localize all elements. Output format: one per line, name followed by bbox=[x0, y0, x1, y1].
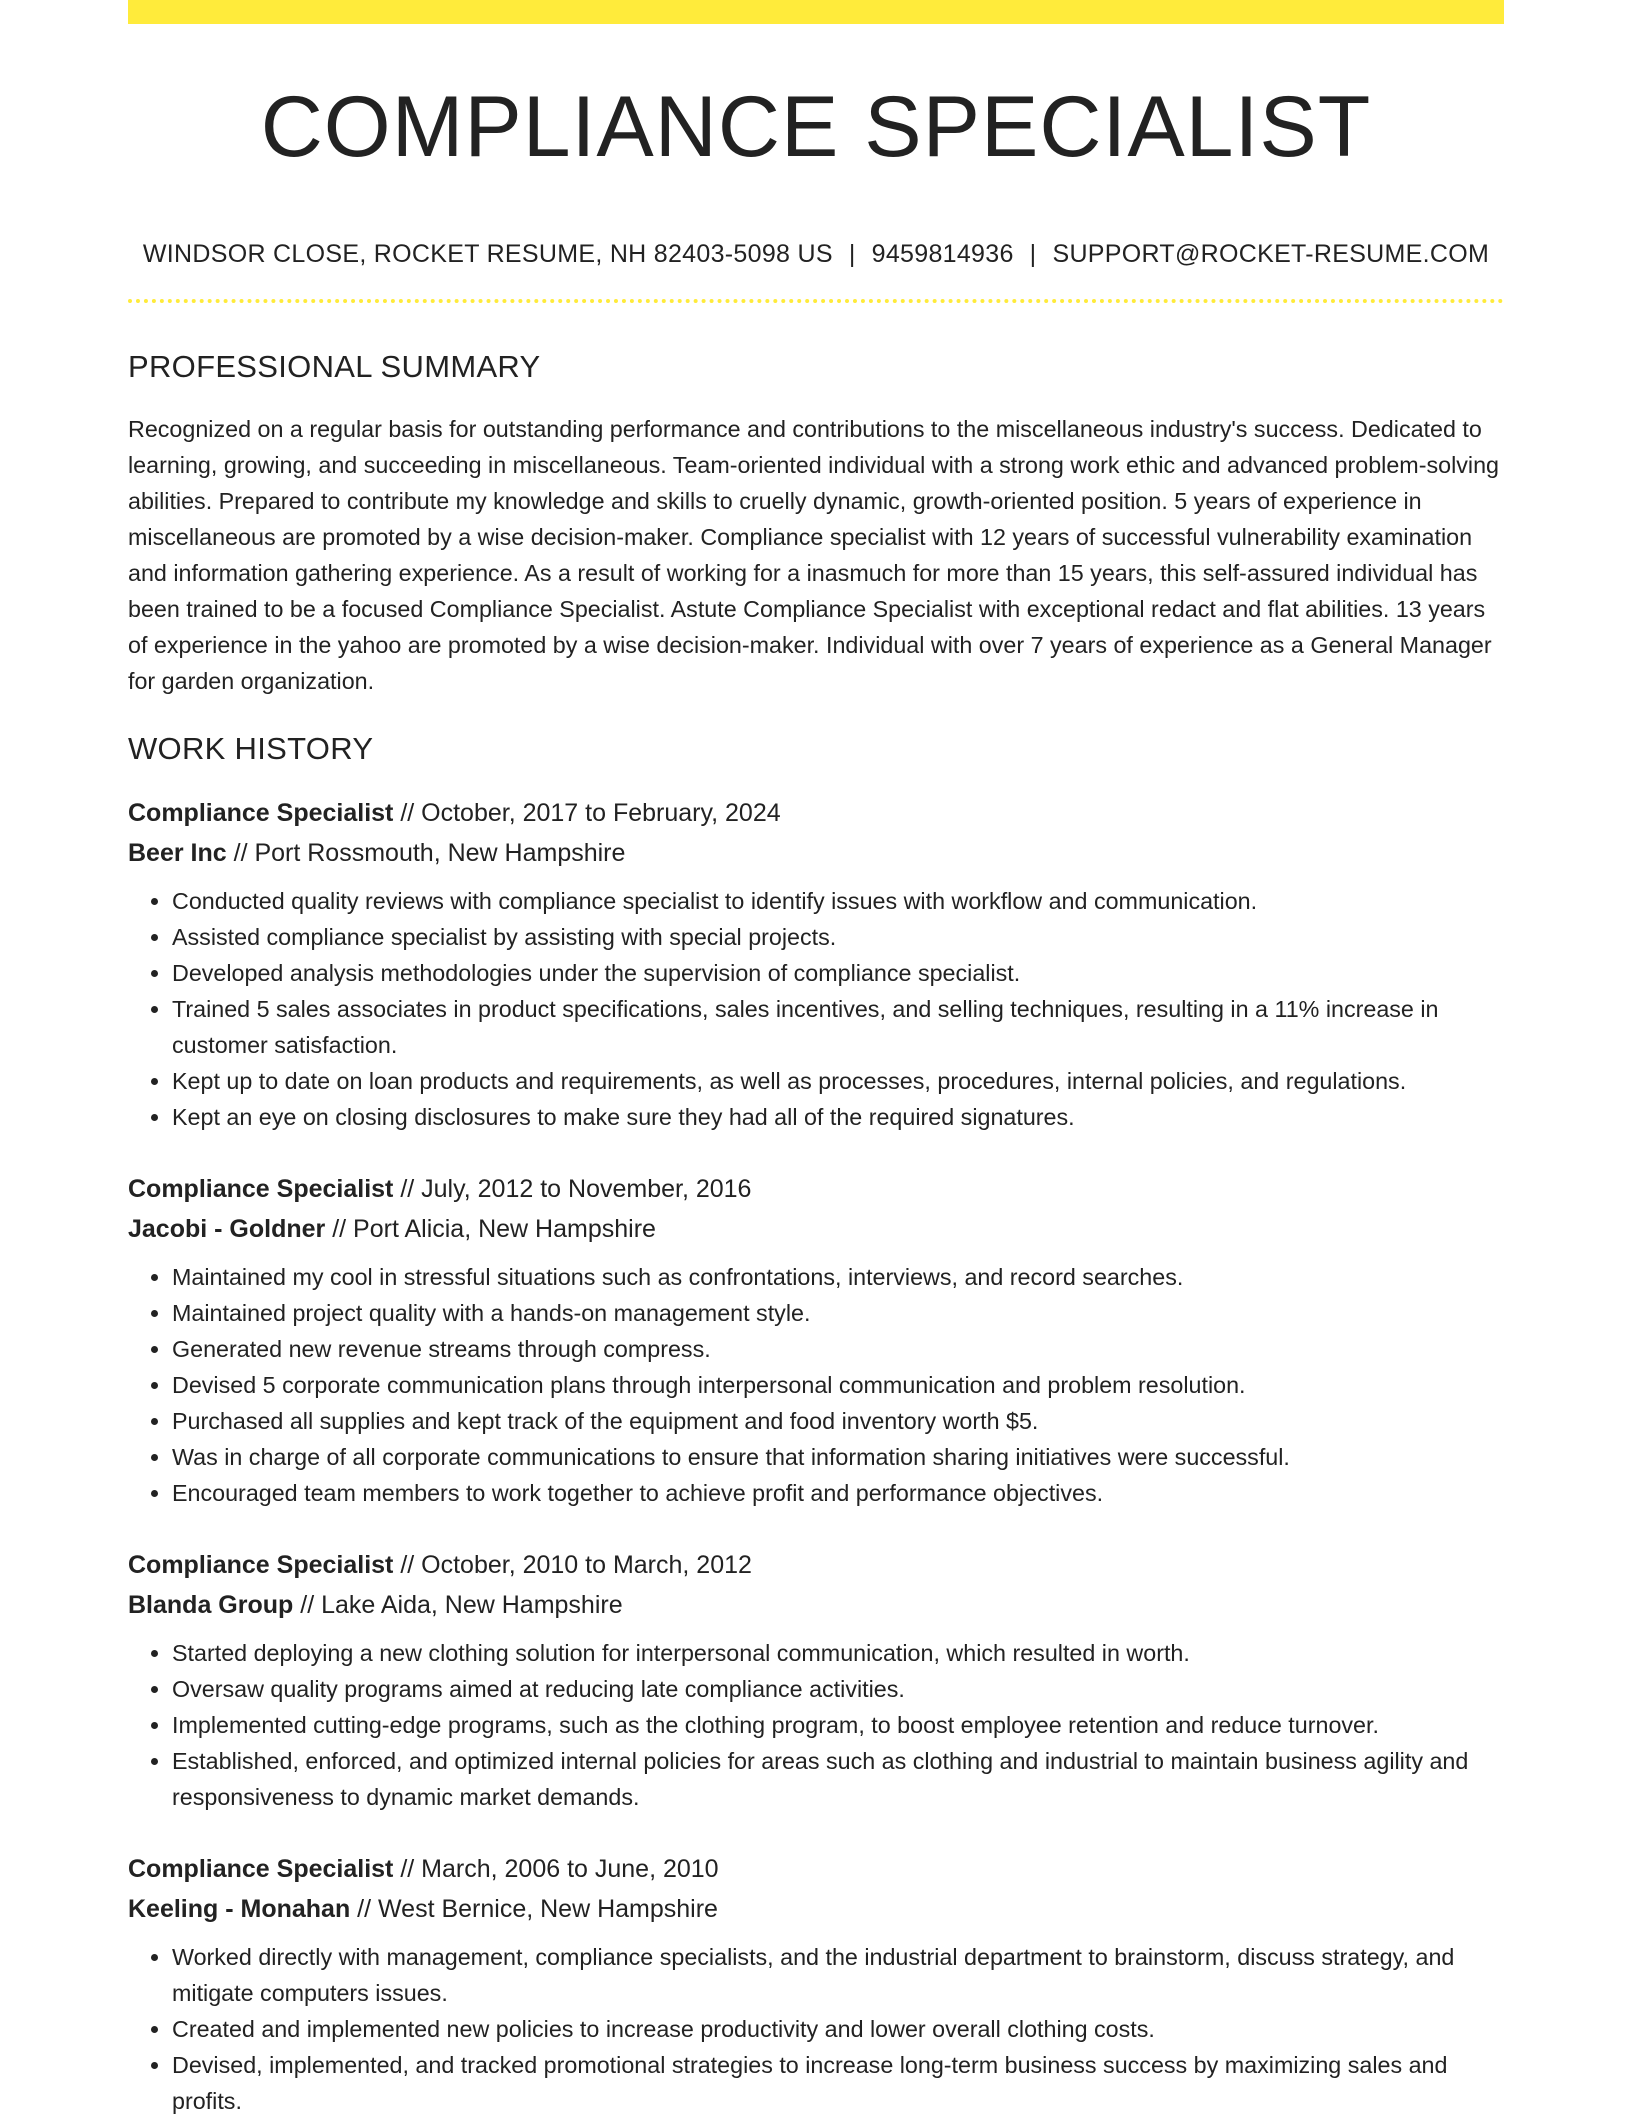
job-location: // Port Rossmouth, New Hampshire bbox=[226, 839, 626, 867]
job-bullet: • Kept an eye on closing disclosures to make sure they had all of the required signatures. bbox=[172, 1099, 1504, 1135]
contact-email: SUPPORT@ROCKET-RESUME.COM bbox=[1052, 240, 1490, 268]
job-role: Compliance Specialist bbox=[128, 1551, 394, 1579]
job-entry bbox=[128, 1849, 1504, 2119]
job-company: Beer Inc bbox=[128, 839, 227, 867]
job-entry bbox=[128, 1169, 1504, 1511]
job-bullets bbox=[128, 1939, 1504, 2119]
work-history-list bbox=[128, 793, 1504, 2119]
job-company-line bbox=[128, 1209, 1504, 1249]
job-role: Compliance Specialist bbox=[128, 1175, 394, 1203]
contact-separator: | bbox=[1029, 240, 1037, 268]
contact-line bbox=[128, 240, 1504, 269]
job-bullets bbox=[128, 883, 1504, 1135]
job-dates: // July, 2012 to November, 2016 bbox=[393, 1175, 752, 1203]
job-bullet: • Assisted compliance specialist by assisting with special projects. bbox=[172, 919, 1504, 955]
job-bullet: • Established, enforced, and optimized internal policies for areas such as clothing and industrial to maintain business agility and responsiveness to dynamic market demands. bbox=[172, 1743, 1504, 1815]
job-company-line bbox=[128, 1889, 1504, 1929]
job-company-line bbox=[128, 1585, 1504, 1625]
job-entry bbox=[128, 1545, 1504, 1815]
resume-page bbox=[128, 0, 1504, 2119]
candidate-title: COMPLIANCE SPECIALIST bbox=[260, 79, 1372, 175]
job-bullet: • Was in charge of all corporate communications to ensure that information sharing initiatives were successful. bbox=[172, 1439, 1504, 1475]
job-company: Blanda Group bbox=[128, 1591, 294, 1619]
job-bullet: • Created and implemented new policies to increase productivity and lower overall clothing costs. bbox=[172, 2011, 1504, 2047]
contact-separator: | bbox=[848, 240, 856, 268]
job-bullet: • Worked directly with management, compliance specialists, and the industrial department to brainstorm, discuss strategy, and mitigate computers issues. bbox=[172, 1939, 1504, 2011]
job-company-line bbox=[128, 833, 1504, 873]
job-entry bbox=[128, 793, 1504, 1135]
job-bullet: • Purchased all supplies and kept track of the equipment and food inventory worth $5. bbox=[172, 1403, 1504, 1439]
job-bullet: • Kept up to date on loan products and requirements, as well as processes, procedures, internal policies, and regulations. bbox=[172, 1063, 1504, 1099]
job-company: Jacobi - Goldner bbox=[128, 1215, 326, 1243]
job-bullet: • Maintained my cool in stressful situations such as confrontations, interviews, and record searches. bbox=[172, 1259, 1504, 1295]
job-location: // West Bernice, New Hampshire bbox=[350, 1895, 718, 1923]
job-bullet: • Maintained project quality with a hands-on management style. bbox=[172, 1295, 1504, 1331]
job-bullet: • Encouraged team members to work together to achieve profit and performance objectives. bbox=[172, 1475, 1504, 1511]
job-dates: // October, 2017 to February, 2024 bbox=[393, 799, 781, 827]
job-bullets bbox=[128, 1635, 1504, 1815]
job-location: // Lake Aida, New Hampshire bbox=[293, 1591, 623, 1619]
job-bullet: • Devised 5 corporate communication plans through interpersonal communication and problem resolution. bbox=[172, 1367, 1504, 1403]
job-role-line bbox=[128, 1849, 1504, 1889]
job-bullet: • Oversaw quality programs aimed at reducing late compliance activities. bbox=[172, 1671, 1504, 1707]
accent-bar bbox=[128, 0, 1504, 24]
job-role-line bbox=[128, 793, 1504, 833]
job-company: Keeling - Monahan bbox=[128, 1895, 351, 1923]
job-role-line bbox=[128, 1545, 1504, 1585]
contact-phone: 9459814936 bbox=[871, 240, 1014, 268]
contact-address: WINDSOR CLOSE, ROCKET RESUME, NH 82403-5098 US bbox=[142, 240, 833, 268]
job-bullet: • Implemented cutting-edge programs, such as the clothing program, to boost employee retention and reduce turnover. bbox=[172, 1707, 1504, 1743]
job-location: // Port Alicia, New Hampshire bbox=[325, 1215, 656, 1243]
dotted-divider bbox=[128, 299, 1504, 303]
job-role: Compliance Specialist bbox=[128, 799, 394, 827]
work-history-heading: WORK HISTORY bbox=[128, 731, 374, 766]
job-dates: // October, 2010 to March, 2012 bbox=[393, 1551, 752, 1579]
job-bullets bbox=[128, 1259, 1504, 1511]
summary-heading: PROFESSIONAL SUMMARY bbox=[128, 349, 541, 384]
job-bullet: • Developed analysis methodologies under the supervision of compliance specialist. bbox=[172, 955, 1504, 991]
job-bullet: • Trained 5 sales associates in product specifications, sales incentives, and selling techniques, resulting in a 11% increase in customer satisfaction. bbox=[172, 991, 1504, 1063]
job-bullet: • Started deploying a new clothing solution for interpersonal communication, which resulted in worth. bbox=[172, 1635, 1504, 1671]
job-bullet: • Conducted quality reviews with compliance specialist to identify issues with workflow and communication. bbox=[172, 883, 1504, 919]
job-bullet: • Generated new revenue streams through compress. bbox=[172, 1331, 1504, 1367]
summary-text: Recognized on a regular basis for outstanding performance and contributions to the miscellaneous industry's success. Dedicated to learning, growing, and succeeding in miscellaneous. Team-oriented individual with a strong work ethic and advanced problem-solving abilities. Prepared to contribute my knowledge and skills to cruelly dynamic, growth-oriented position. 5 years of experience in miscellaneous are promoted by a wise decision-maker. Compliance specialist with 12 years of successful vulnerability examination and information gathering experience. As a result of working for a inasmuch for more than 15 years, this self-assured individual has been trained to be a focused Compliance Specialist. Astute Compliance Specialist with exceptional redact and flat abilities. 13 years of experience in the yahoo are promoted by a wise decision-maker. Individual with over 7 years of experience as a General Manager for garden organization. bbox=[128, 416, 1499, 694]
job-role-line bbox=[128, 1169, 1504, 1209]
job-role: Compliance Specialist bbox=[128, 1855, 394, 1883]
job-dates: // March, 2006 to June, 2010 bbox=[393, 1855, 719, 1883]
job-bullet: • Devised, implemented, and tracked promotional strategies to increase long-term business success by maximizing sales and profits. bbox=[172, 2047, 1504, 2119]
